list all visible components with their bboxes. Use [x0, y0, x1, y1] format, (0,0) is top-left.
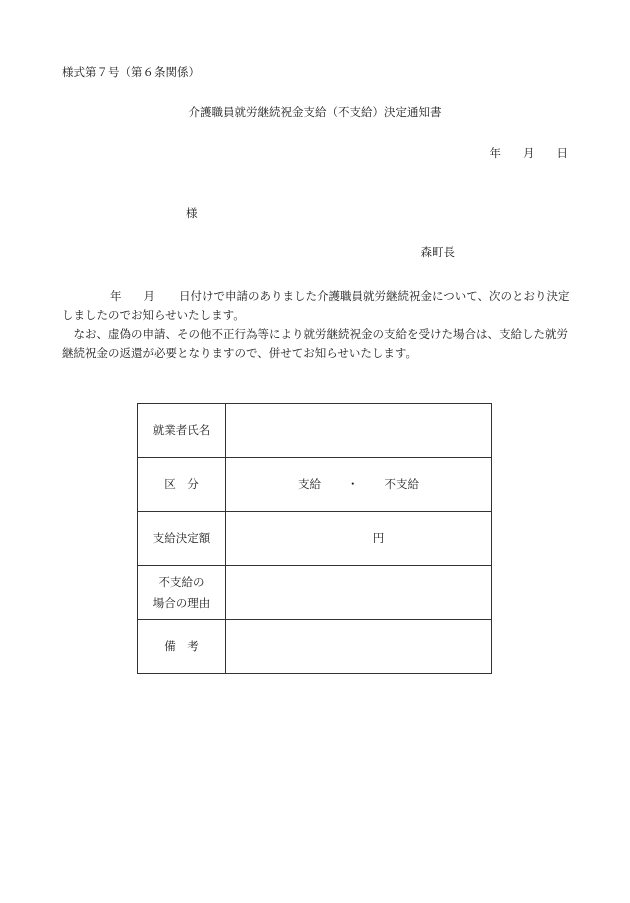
non-payment-reason-label: [138, 566, 226, 620]
recipient-suffix: 様: [186, 206, 198, 220]
date-month-label: 月: [523, 146, 535, 160]
remarks-label: 備 考: [138, 620, 226, 674]
yen-unit: 円: [372, 530, 385, 545]
reason-label-line2: 場合の理由: [152, 595, 211, 610]
paragraph-notice: [62, 325, 572, 363]
decided-amount-label: 支給決定額: [138, 512, 226, 566]
form-number: 様式第７号（第６条関係）: [62, 65, 200, 79]
date-day-label: 日: [556, 146, 568, 160]
option-separator: ・: [347, 476, 359, 491]
app-date-year: 年: [110, 289, 122, 303]
document-title: 介護職員就労継続祝金支給（不支給）決定通知書: [188, 105, 442, 119]
decided-amount-value: [226, 512, 492, 566]
issue-date: [490, 148, 569, 160]
non-payment-reason-value: [226, 566, 492, 620]
table-row: [138, 566, 492, 620]
option-payment: 支給: [298, 476, 321, 491]
option-non-payment: 不支給: [384, 476, 419, 491]
table-row: [138, 458, 492, 512]
date-year-label: 年: [489, 146, 501, 160]
table-row: [138, 512, 492, 566]
decision-table: [137, 403, 492, 674]
category-label: 区 分: [138, 458, 226, 512]
worker-name-label: 就業者氏名: [138, 404, 226, 458]
category-options: [226, 458, 492, 512]
paragraph-decision-text: 日付けで申請のありました介護職員就労継続祝金について、次のとおり決定しましたのでお知らせいたします。: [62, 289, 570, 322]
issuer-name: 森町長: [420, 245, 455, 259]
table-row: [138, 404, 492, 458]
body-text: [62, 287, 572, 363]
worker-name-value: [226, 404, 492, 458]
reason-label-line1: 不支給の: [158, 574, 205, 589]
remarks-value: [226, 620, 492, 674]
app-date-month: 月: [143, 289, 155, 303]
paragraph-notice-text: なお、虚偽の申請、その他不正行為等により就労継続祝金の支給を受けた場合は、支給した就労継続祝金の返還が必要となりますので、併せてお知らせいたします。: [62, 327, 568, 360]
application-date-ref: [62, 289, 179, 303]
table-row: [138, 620, 492, 674]
paragraph-decision: [62, 287, 572, 325]
